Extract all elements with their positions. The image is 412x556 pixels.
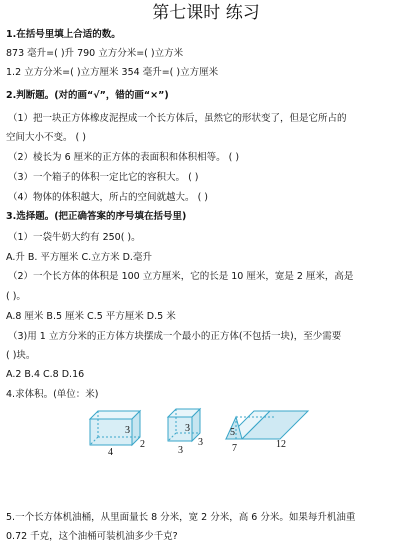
choice-2-question-2: ( )。: [6, 291, 26, 302]
q1-row-1: 873 毫升=( )升 790 立方分米=( )立方米: [6, 48, 184, 59]
cube-front-label: 3: [178, 445, 183, 456]
prism-length-label: 12: [276, 439, 286, 450]
cube-height-label: 3: [185, 423, 190, 434]
choice-1-options: A.升 B. 平方厘米 C.立方米 D.毫升: [6, 252, 152, 263]
cuboid-width-label: 2: [140, 439, 145, 450]
cube-side-label: 3: [198, 437, 203, 448]
cuboid-height-label: 3: [125, 425, 130, 436]
cuboid-length-label: 4: [108, 447, 113, 458]
section-5-line-1: 5.一个长方体机油桶，从里面量长 8 分米，宽 2 分米，高 6 分米。如果每升机油重: [6, 512, 356, 523]
solids-figure: [80, 403, 320, 463]
judge-3: （3）一个箱子的体积一定比它的容积大。 ( ): [8, 172, 199, 183]
prism-height-label: 5: [230, 427, 235, 438]
cuboid-shape: [90, 411, 140, 445]
section-3-heading: 3.选择题。(把正确答案的序号填在括号里): [6, 211, 187, 222]
choice-3-question-1: （3)用 1 立方分米的正方体方块摆成一个最小的正方体(不包括一块)，至少需要: [8, 331, 342, 342]
prism-base-label: 7: [232, 443, 237, 454]
judge-2: （2）棱长为 6 厘米的正方体的表面积和体积相等。 ( ): [8, 152, 240, 163]
choice-1-question: （1）一袋牛奶大约有 250( )。: [8, 232, 141, 243]
section-5-line-2: 0.72 千克，这个油桶可装机油多少千克?: [6, 531, 178, 542]
judge-4: （4）物体的体积越大，所占的空间就越大。 ( ): [8, 192, 208, 203]
section-1-heading: 1.在括号里填上合适的数。: [6, 29, 121, 40]
judge-1-line-1: （1）把一块正方体橡皮泥捏成一个长方体后，虽然它的形状变了，但是它所占的: [8, 113, 347, 124]
choice-3-options: A.2 B.4 C.8 D.16: [6, 369, 85, 380]
choice-2-question-1: （2）一个长方体的体积是 100 立方厘米，它的长是 10 厘米，宽是 2 厘米，高是: [8, 271, 354, 282]
judge-1-line-2: 空间大小不变。 ( ): [6, 132, 86, 143]
section-4-heading: 4.求体积。(单位：米): [6, 389, 99, 400]
cube-shape: [168, 409, 200, 441]
page-title: 第七课时 练习: [152, 3, 260, 23]
choice-2-options: A.8 厘米 B.5 厘米 C.5 平方厘米 D.5 米: [6, 311, 176, 322]
triangular-prism-shape: [226, 411, 308, 439]
section-2-heading: 2.判断题。(对的画“√”，错的画“×”): [6, 90, 169, 101]
q1-row-2: 1.2 立方分米=( )立方厘米 354 毫升=( )立方厘米: [6, 67, 219, 78]
choice-3-question-2: ( )块。: [6, 350, 36, 361]
